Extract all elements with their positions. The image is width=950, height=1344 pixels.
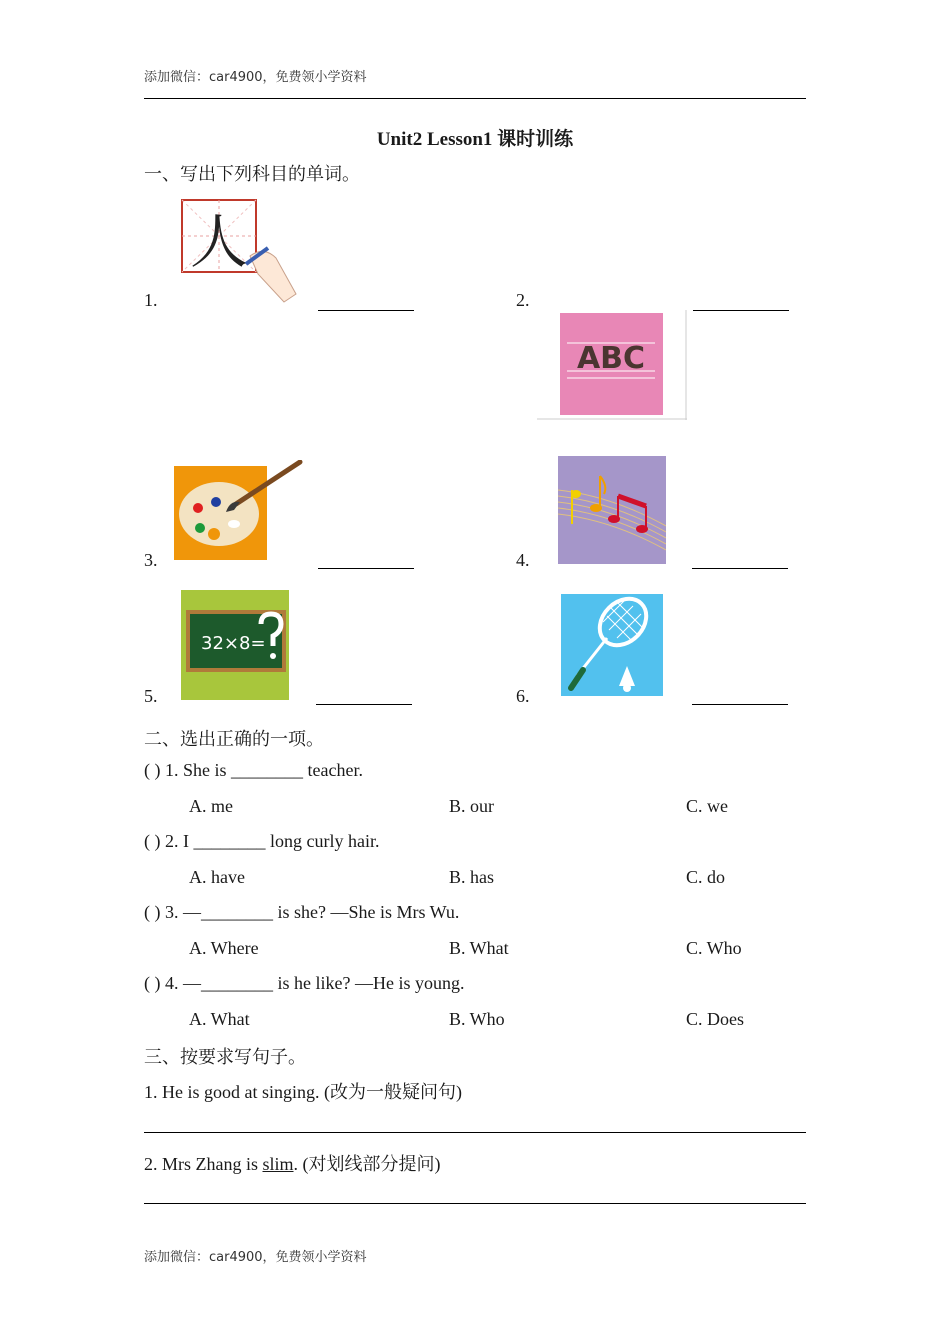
abc-text: ABC [576,341,646,376]
underlined-word: slim [262,1154,294,1174]
q2-option-b[interactable]: B. has [449,867,494,887]
q3-option-c[interactable]: C. Who [686,938,742,958]
music-notes-icon [558,456,666,569]
q4-option-c[interactable]: C. Does [686,1009,744,1029]
item3-number: 3. [144,550,158,570]
abc-card-icon [537,310,687,425]
q3-option-a[interactable]: A. Where [189,938,259,958]
item3-answer-blank[interactable] [318,568,414,569]
section1-heading: 一、写出下列科目的单词。 [144,164,360,184]
q1-option-a[interactable]: A. me [189,796,233,816]
character-glyph: 人 [189,208,249,276]
paint-palette-icon [174,460,304,567]
math-blackboard-icon [181,590,289,705]
rewrite-question-2: 2. Mrs Zhang is slim. (对划线部分提问) [144,1154,441,1174]
question-4: ( ) 4. —________ is he like? —He is young. [144,973,465,993]
header-rule [144,98,806,99]
answer-line-1[interactable] [144,1132,806,1133]
section3-heading: 三、按要求写句子。 [144,1047,306,1067]
item1-answer-blank[interactable] [318,310,414,311]
item6-number: 6. [516,686,530,706]
q2-option-a[interactable]: A. have [189,867,245,887]
q1-option-b[interactable]: B. our [449,796,494,816]
header-note: 添加微信：car4900，免费领小学资料 [144,70,367,85]
math-text: 32×8= [201,633,266,654]
q3-option-b[interactable]: B. What [449,938,509,958]
item1-number: 1. [144,290,158,310]
q2-option-c[interactable]: C. do [686,867,726,887]
rewrite-question-1: 1. He is good at singing. (改为一般疑问句) [144,1082,462,1102]
item5-answer-blank[interactable] [316,704,412,705]
q1-option-c[interactable]: C. we [686,796,728,816]
question-1: ( ) 1. She is ________ teacher. [144,760,363,780]
item4-answer-blank[interactable] [692,568,788,569]
item2-number: 2. [516,290,530,310]
answer-line-2[interactable] [144,1203,806,1204]
q4-option-b[interactable]: B. Who [449,1009,505,1029]
question-3: ( ) 3. —________ is she? —She is Mrs Wu. [144,902,460,922]
item5-number: 5. [144,686,158,706]
badminton-icon [561,594,663,701]
footer-note: 添加微信：car4900，免费领小学资料 [144,1250,367,1265]
item4-number: 4. [516,550,530,570]
item2-answer-blank[interactable] [693,310,789,311]
q4-option-a[interactable]: A. What [189,1009,250,1029]
section2-heading: 二、选出正确的一项。 [144,729,324,749]
page-title: Unit2 Lesson1 课时训练 [376,129,574,150]
item6-answer-blank[interactable] [692,704,788,705]
question-2: ( ) 2. I ________ long curly hair. [144,831,380,851]
chinese-character-icon [180,198,300,311]
